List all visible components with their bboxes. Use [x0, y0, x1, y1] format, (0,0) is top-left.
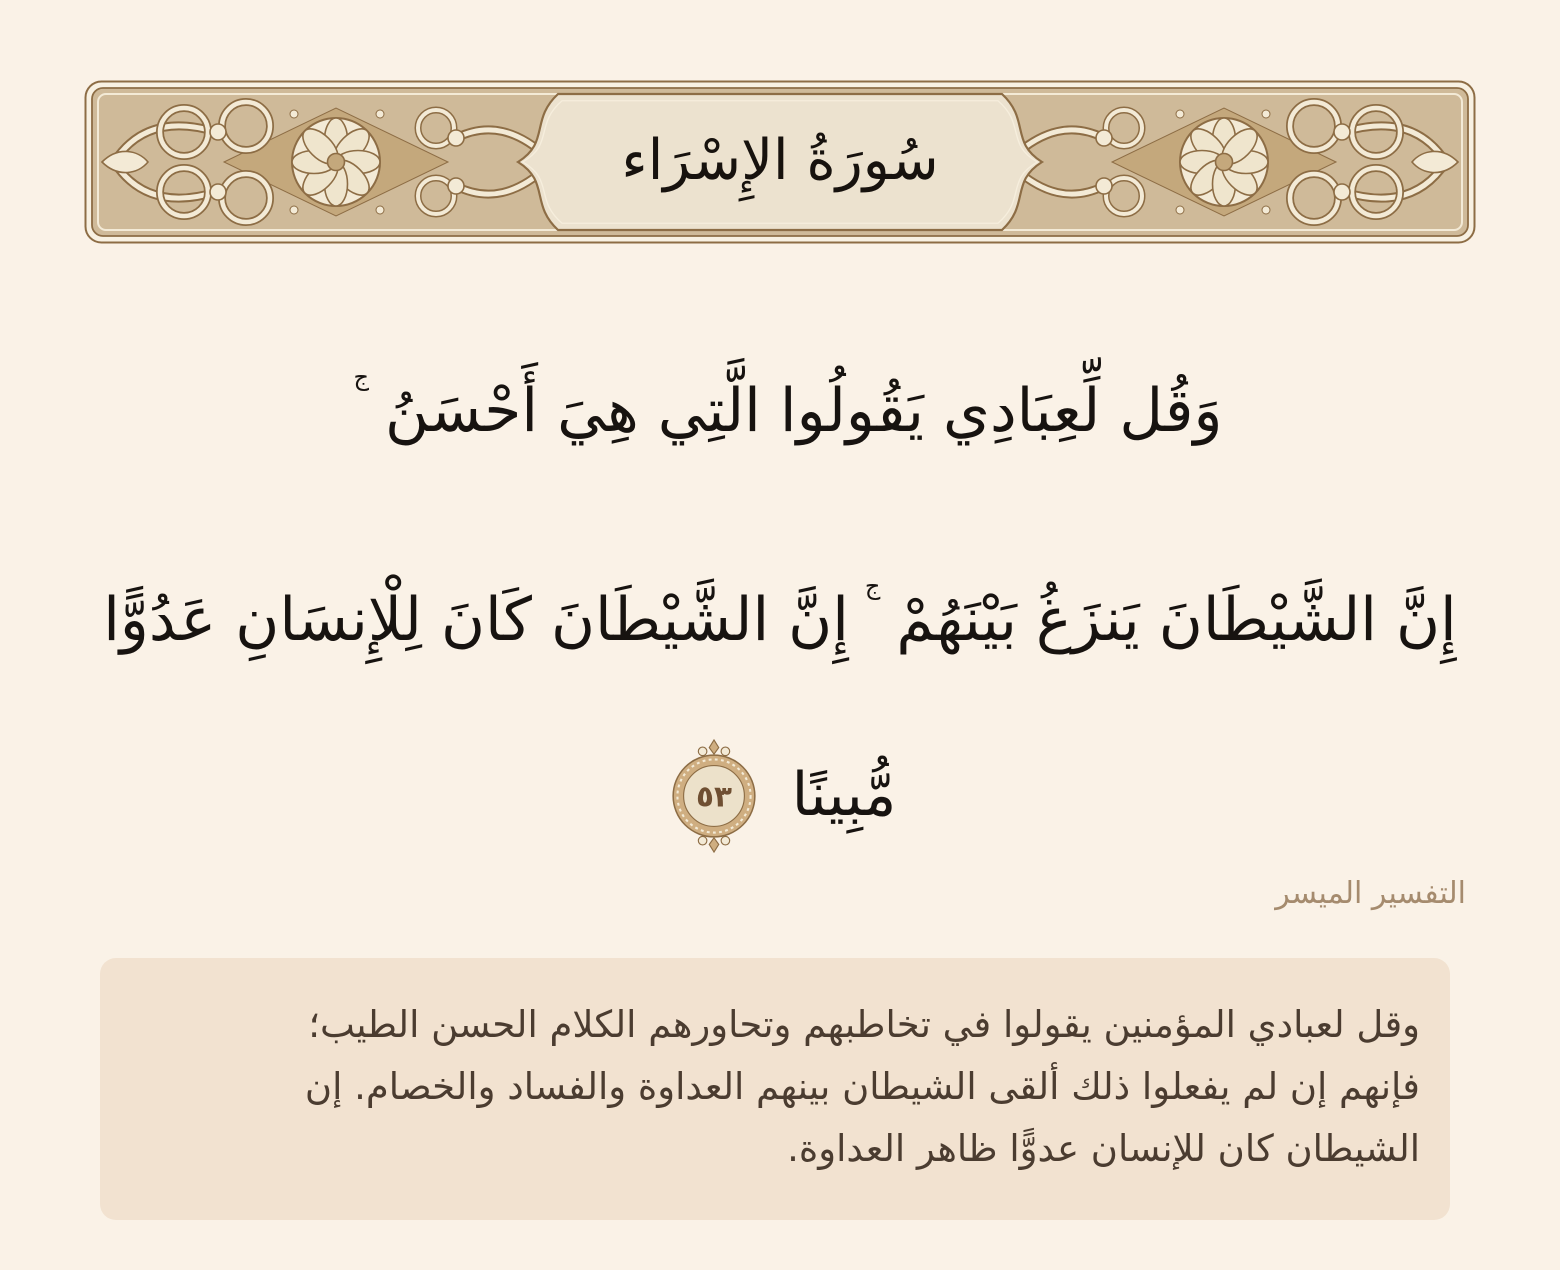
- tafsir-line: الشيطان كان للإنسان عدوًّا ظاهر العداوة.: [787, 1127, 1420, 1170]
- verse-number: ٥٣: [695, 778, 732, 813]
- verse-line-2a-text: إِنَّ الشَّيْطَانَ يَنزَغُ بَيْنَهُمْ: [896, 585, 1457, 655]
- verse-number-medallion-icon: [664, 739, 764, 853]
- verse-line-2b-text: إِنَّ الشَّيْطَانَ كَانَ لِلْإِنسَانِ عَدُوًّا: [103, 585, 849, 655]
- surah-header-banner: [84, 80, 1476, 244]
- verse-line-1: [0, 290, 1560, 499]
- tafsir-line: وقل لعبادي المؤمنين يقولوا في تخاطبهم وتحاورهم الكلام الحسن الطيب؛: [308, 1003, 1420, 1046]
- verse-text: [0, 290, 1560, 883]
- verse-line-1-text: وَقُل لِّعِبَادِي يَقُولُوا الَّتِي هِيَ أَحْسَنُ: [385, 376, 1223, 446]
- tafsir-box: [100, 958, 1450, 1220]
- pause-mark-jeem-icon: ج: [353, 363, 370, 391]
- tafsir-line: فإنهم إن لم يفعلوا ذلك ألقى الشيطان بينهم العداوة والفساد والخصام. إن: [304, 1065, 1420, 1108]
- verse-line-3-text: مُّبِينًا: [791, 760, 897, 830]
- tafsir-source-label: التفسير الميسر: [1275, 876, 1466, 911]
- surah-title: سُورَةُ الإِسْرَاء: [621, 127, 939, 193]
- pause-mark-jeem-icon: ج: [864, 572, 881, 600]
- verse-line-2: [0, 499, 1560, 708]
- verse-line-3: [0, 708, 1560, 883]
